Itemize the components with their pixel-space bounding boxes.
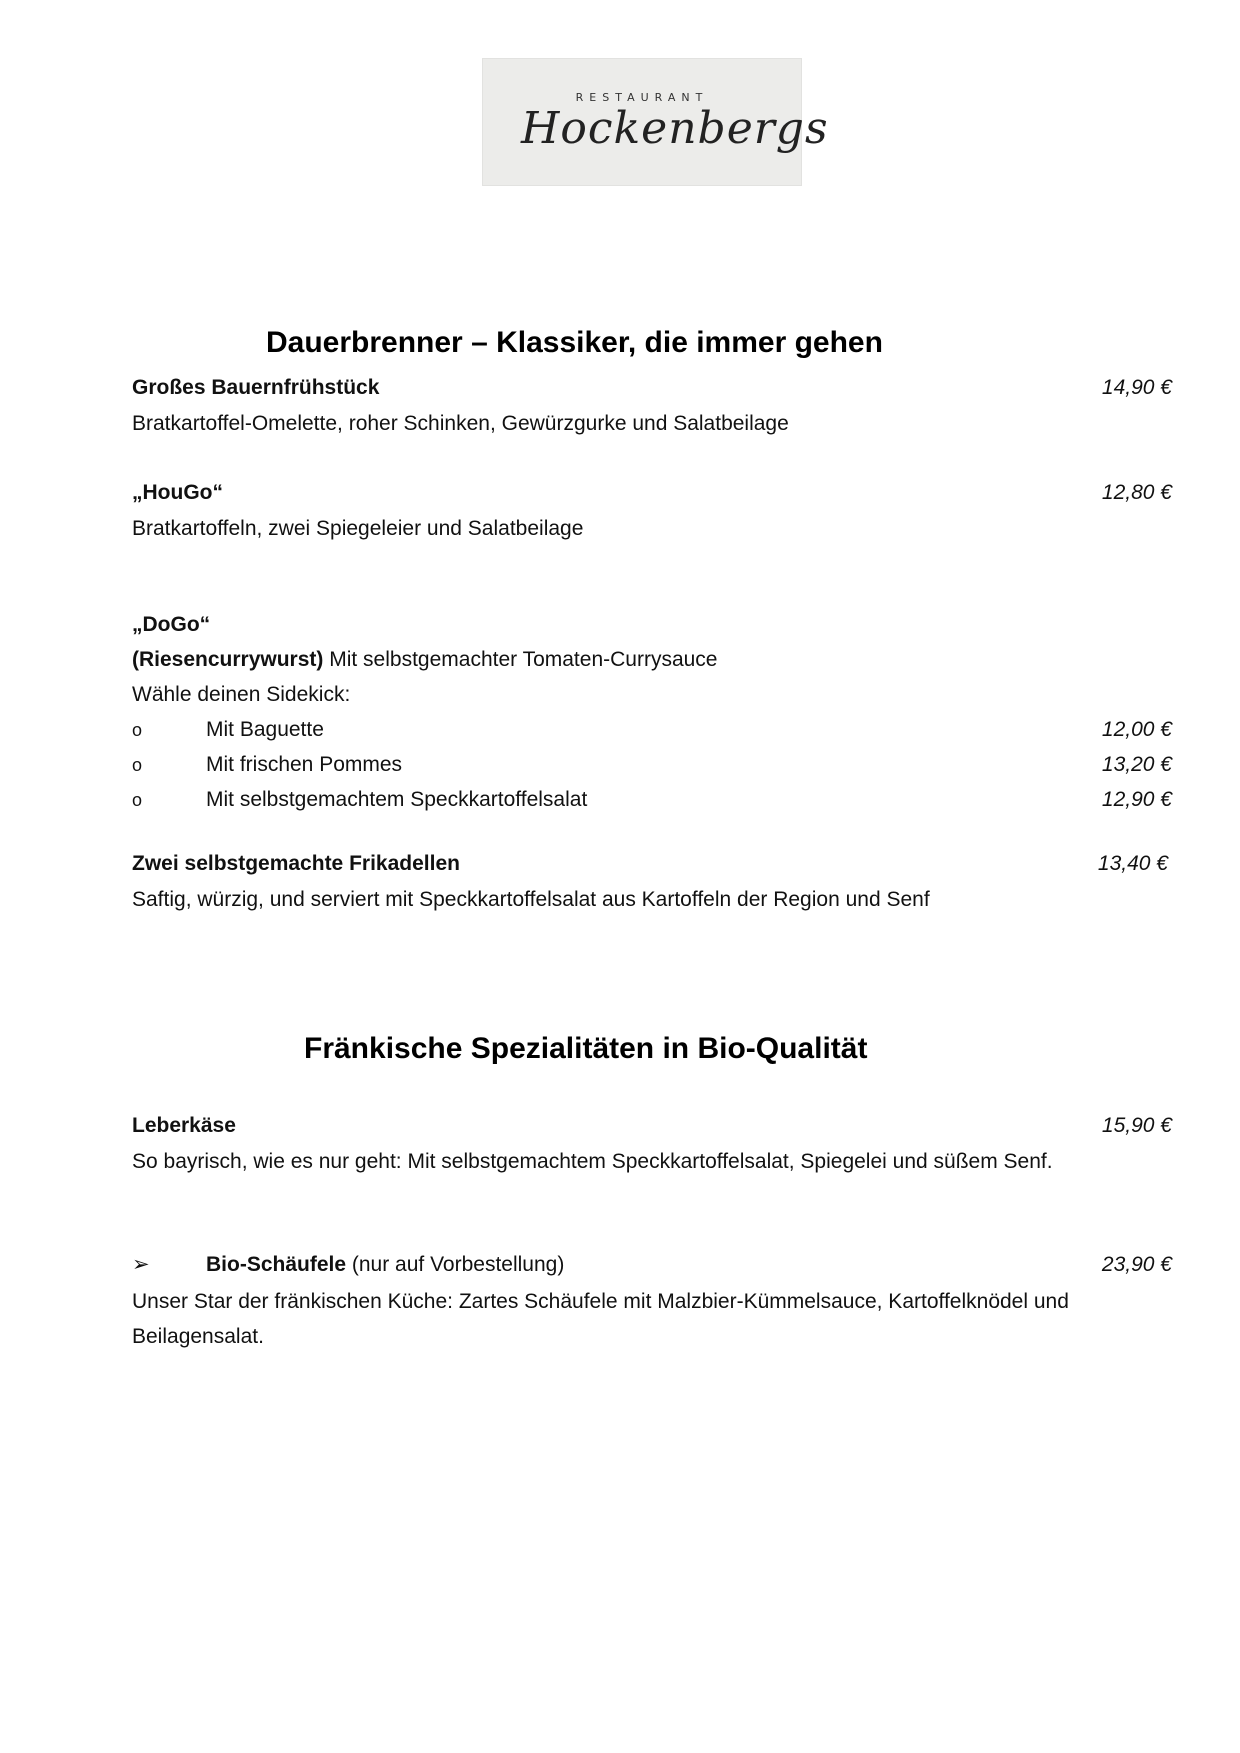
bullet-circle: o [132,720,143,740]
menu-item-schaeufele [132,1250,1172,1280]
menu-item-hougo [132,478,1172,508]
option-price: 12,00 € [1101,718,1172,741]
item-name: Leberkäse [132,1114,236,1137]
restaurant-logo [482,58,829,186]
arrow-bullet-icon: ➢ [132,1253,150,1276]
item-price: 23,90 € [1101,1253,1172,1276]
option-label: Mit Baguette [206,718,324,741]
option-label: Mit frischen Pommes [206,753,403,776]
item-description: So bayrisch, wie es nur geht: Mit selbstgemachtem Speckkartoffelsalat, Spiegelei und süßem Senf. [132,1150,1053,1173]
item-name: Zwei selbstgemachte Frikadellen [132,852,460,875]
option-row [132,750,1172,780]
item-description: Bratkartoffel-Omelette, roher Schinken, Gewürzgurke und Salatbeilage [132,412,789,435]
bullet-circle: o [132,755,143,775]
item-name: „HouGo“ [132,481,223,504]
logo-script-name: Hockenbergs [521,103,829,154]
menu-item-frikadellen [132,849,1168,879]
item-price: 14,90 € [1101,376,1172,399]
section-title-dauerbrenner: Dauerbrenner – Klassiker, die immer gehen [266,326,883,359]
item-price: 15,90 € [1101,1114,1172,1137]
item-description: Saftig, würzig, und serviert mit Speckkartoffelsalat aus Kartoffeln der Region und Senf [132,888,930,911]
item-name: „DoGo“ [132,613,211,636]
menu-item-dogo [132,610,1172,640]
bullet-circle: o [132,790,143,810]
option-row [132,715,1172,745]
item-name: Bio-Schäufele [206,1253,347,1276]
option-row [132,785,1172,815]
sidekick-prompt: Wähle deinen Sidekick: [132,683,351,706]
menu-item-bauernfruehstueck [132,373,1172,403]
item-description: Bratkartoffeln, zwei Spiegeleier und Salatbeilage [132,517,584,540]
item-subtitle-bold: (Riesencurrywurst) [132,648,324,671]
item-subtitle-text: Mit selbstgemachter Tomaten-Currysauce [323,648,718,671]
item-description: Unser Star der fränkischen Küche: Zartes Schäufele mit Malzbier-Kümmelsauce, Kartoffelknödel und Beilagensalat. [132,1290,1069,1348]
logo-restaurant-text: RESTAURANT [575,91,709,104]
item-note: (nur auf Vorbestellung) [346,1253,565,1276]
item-price: 12,80 € [1101,481,1172,504]
menu-item-leberkaese [132,1111,1172,1141]
option-label: Mit selbstgemachtem Speckkartoffelsalat [206,788,588,811]
section-title-fraenkische: Fränkische Spezialitäten in Bio-Qualität [304,1032,868,1065]
item-name: Großes Bauernfrühstück [132,376,380,399]
option-price: 12,90 € [1101,788,1172,811]
item-subtitle [132,645,1172,675]
option-price: 13,20 € [1101,753,1172,776]
item-price: 13,40 € [1097,852,1168,875]
